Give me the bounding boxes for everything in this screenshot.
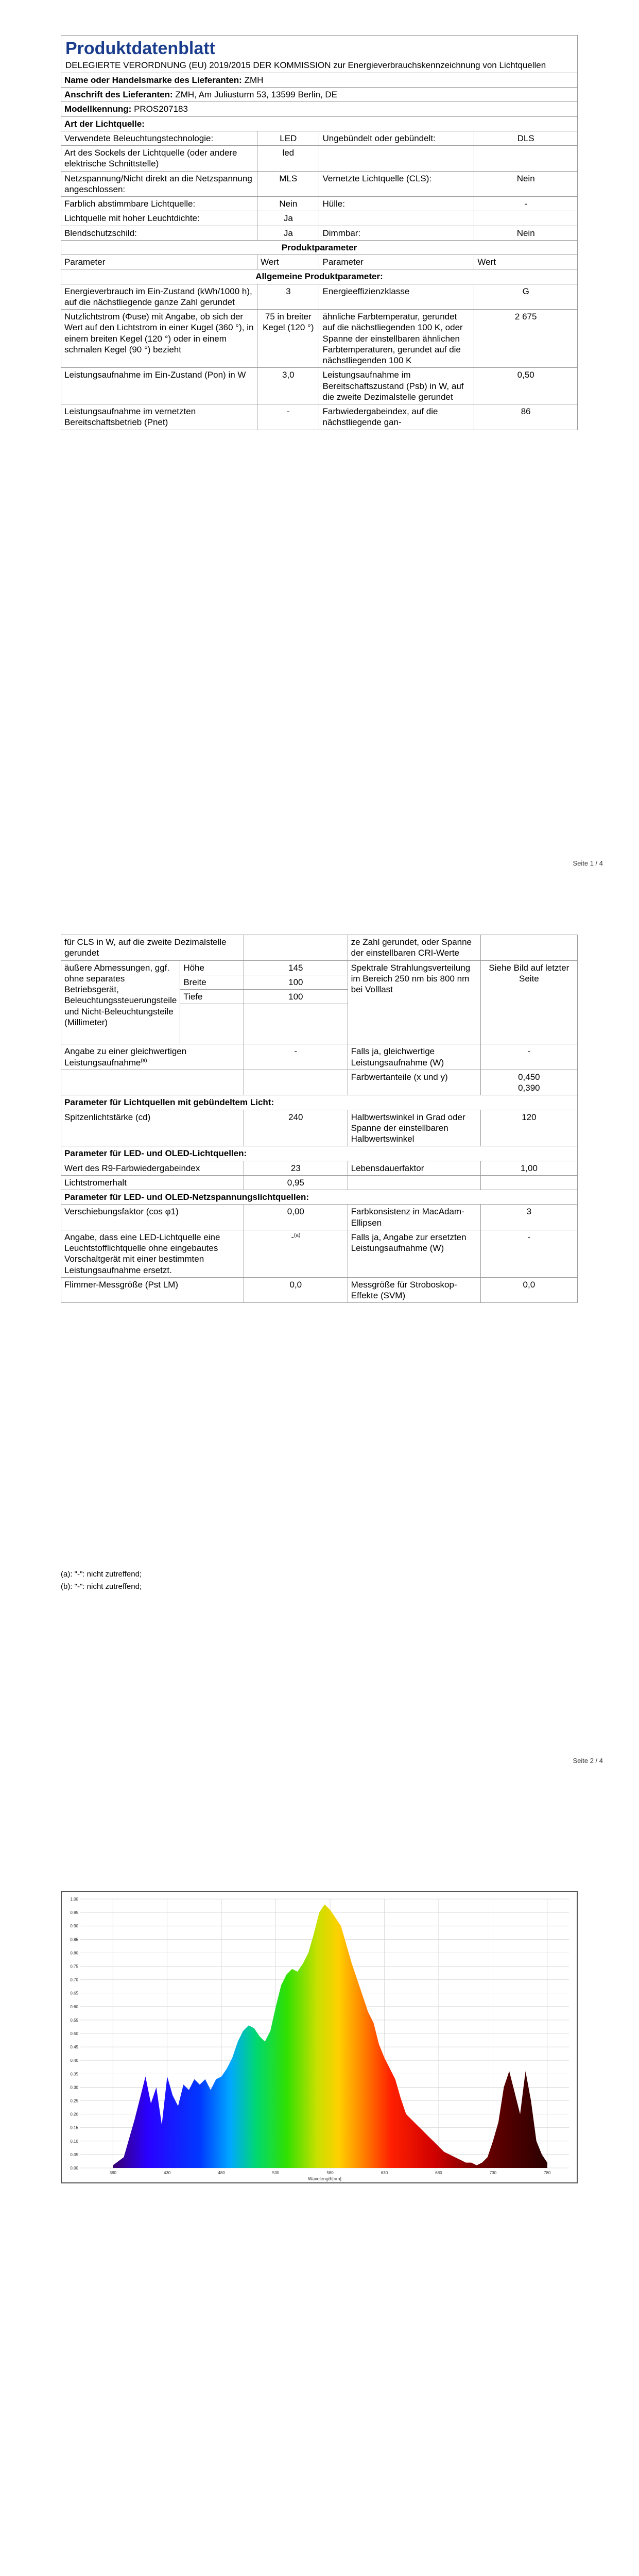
y-tick-label: 0.95 xyxy=(70,1910,78,1916)
y-tick-label: 0.25 xyxy=(70,2098,78,2104)
table-row: Verschiebungsfaktor (cos φ1) 0,00 Farbkonsistenz in MacAdam-Ellipsen 3 xyxy=(61,1205,578,1230)
supplier-name: ZMH xyxy=(244,75,264,85)
x-tick-label: 580 xyxy=(326,2171,334,2175)
table-row: Lichtquelle mit hoher Leuchtdichte: Ja xyxy=(61,211,578,226)
y-tick-label: 0.90 xyxy=(70,1924,78,1929)
page-1 xyxy=(0,0,639,904)
y-tick-label: 0.60 xyxy=(70,2004,78,2009)
x-axis-ticks xyxy=(110,2171,551,2175)
table-row: Leistungsaufnahme im Ein-Zustand (Pon) in W 3,0 Leistungsaufnahme im Bereitschaftszustand (Psb) in W, auf die zweite Dezimalstelle gerundet 0,50 xyxy=(61,368,578,404)
page-3 xyxy=(0,1807,639,2576)
page-footer: Seite 1 / 4 xyxy=(573,859,603,867)
supplier-name-label: Name oder Handelsmarke des Lieferanten: xyxy=(64,75,242,85)
table-row: Art des Sockels der Lichtquelle (oder andere elektrische Schnittstelle) led xyxy=(61,146,578,172)
page-footer: Seite 2 / 4 xyxy=(573,1757,603,1765)
footnote-a: (a): "-": nicht zutreffend; xyxy=(61,1570,142,1579)
table-row: Lichtstromerhalt 0,95 xyxy=(61,1175,578,1190)
table-row: für CLS in W, auf die zweite Dezimalstelle gerundet ze Zahl gerundet, oder Spanne der einstellbaren CRI-Werte xyxy=(61,935,578,961)
general-params-heading: Allgemeine Produktparameter: xyxy=(61,269,578,284)
x-tick-label: 730 xyxy=(489,2171,497,2175)
table-row: Nutzlichtstrom (Φuse) mit Angabe, ob sich der Wert auf den Lichtstrom in einer Kugel (360 °), in einem breiten Kegel (120 °) oder in einem schmalen Kegel (90 °) bezieht 75 in breiter Kegel (120 °) ähnliche Farbtemperatur, gerundet auf die nächstliegenden 100 K, oder Spanne der einstellbaren ähnlichen Farbtemperaturen, gerundet auf die nächstliegenden 100 K 2 675 xyxy=(61,310,578,368)
y-tick-label: 0.80 xyxy=(70,1951,78,1956)
page-title: Produktdatenblatt xyxy=(65,39,215,58)
outer-dimensions-label: äußere Abmessungen, ggf. ohne separates Betriebsgerät, Beleuchtungssteuerungsteile und Nicht-Beleuchtungsteile (Millimeter) xyxy=(61,960,180,1044)
table-row: Farbwertanteile (x und y) 0,450 0,390 xyxy=(61,1070,578,1095)
y-tick-label: 0.10 xyxy=(70,2139,78,2144)
table-row: Netzspannung/Nicht direkt an die Netzspannung angeschlossen: MLS Vernetzte Lichtquelle (CLS): Nein xyxy=(61,171,578,197)
y-tick-label: 0.30 xyxy=(70,2085,78,2090)
table-row: Wert des R9-Farbwiedergabeindex 23 Lebensdauerfaktor 1,00 xyxy=(61,1161,578,1175)
x-tick-label: 480 xyxy=(218,2171,225,2175)
y-tick-label: 0.55 xyxy=(70,2018,78,2023)
y-tick-label: 0.40 xyxy=(70,2058,78,2063)
product-params-heading: Produktparameter xyxy=(61,240,578,255)
table-row: Spitzenlichtstärke (cd) 240 Halbwertswinkel in Grad oder Spanne der einstellbaren Halbwertswinkel 120 xyxy=(61,1110,578,1146)
x-tick-label: 430 xyxy=(164,2171,171,2175)
spectral-chart xyxy=(61,1891,578,2183)
product-table-page2 xyxy=(61,935,578,1303)
page-2 xyxy=(0,904,639,1807)
table-row: Angabe, dass eine LED-Lichtquelle eine Leuchtstofflichtquelle ohne eingebautes Vorschaltgerät mit einer bestimmten Leistungsaufnahme ersetzt. -$^{(a)}$ Falls ja, Angabe zur ersetzten Leistungsaufnahme (W) - xyxy=(61,1230,578,1277)
y-tick-label: 0.15 xyxy=(70,2125,78,2130)
table-row: Flimmer-Messgröße (Pst LM) 0,0 Messgröße für Stroboskop-Effekte (SVM) 0,0 xyxy=(61,1277,578,1303)
supplier-address: ZMH, Am Juliusturm 53, 13599 Berlin, DE xyxy=(175,90,338,99)
table-row: Verwendete Beleuchtungstechnologie: LED Ungebündelt oder gebündelt: DLS xyxy=(61,131,578,145)
y-tick-label: 0.00 xyxy=(70,2166,78,2171)
directional-heading: Parameter für Lichtquellen mit gebündeltem Licht: xyxy=(61,1095,578,1110)
footnotes xyxy=(61,1568,142,1593)
table-row: Leistungsaufnahme im vernetzten Bereitschaftsbetrieb (Pnet) - Farbwiedergabeindex, auf die nächstliegende gan- 86 xyxy=(61,404,578,430)
mains-led-heading: Parameter für LED- und OLED-Netzspannungslichtquellen: xyxy=(61,1190,578,1205)
y-tick-label: 0.65 xyxy=(70,1991,78,1996)
table-row: Angabe zu einer gleichwertigen Leistungsaufnahme$^{(a)}$ - Falls ja, gleichwertige Leistungsaufnahme (W) - xyxy=(61,1044,578,1070)
product-table-page1 xyxy=(61,35,578,430)
spectral-chart-svg xyxy=(62,1892,577,2182)
x-tick-label: 680 xyxy=(435,2171,442,2175)
table-row: Farblich abstimmbare Lichtquelle: Nein Hülle: - xyxy=(61,197,578,211)
table-header-row: Parameter Wert Parameter Wert xyxy=(61,255,578,269)
led-oled-heading: Parameter für LED- und OLED-Lichtquellen: xyxy=(61,1146,578,1161)
light-source-type-label: Art der Lichtquelle: xyxy=(61,116,578,131)
model-label: Modellkennung: xyxy=(64,104,132,114)
y-tick-label: 0.85 xyxy=(70,1937,78,1942)
x-axis-label: Wavelength[nm] xyxy=(308,2176,341,2181)
y-tick-label: 0.45 xyxy=(70,2045,78,2050)
y-tick-label: 0.20 xyxy=(70,2112,78,2117)
x-tick-label: 380 xyxy=(109,2171,116,2175)
y-axis-ticks xyxy=(70,1897,78,2171)
table-row: Breite 100 xyxy=(61,975,578,989)
x-tick-label: 780 xyxy=(544,2171,551,2175)
model-id: PROS207183 xyxy=(134,104,188,114)
spectrum-area xyxy=(113,1904,547,2168)
table-row: Energieverbrauch im Ein-Zustand (kWh/1000 h), auf die nächstliegende ganze Zahl gerundet 3 Energieeffizienzklasse G xyxy=(61,284,578,310)
footnote-b: (b): "-": nicht zutreffend; xyxy=(61,1582,142,1591)
y-tick-label: 0.35 xyxy=(70,2072,78,2077)
x-tick-label: 630 xyxy=(381,2171,388,2175)
x-tick-label: 530 xyxy=(272,2171,280,2175)
y-tick-label: 1.00 xyxy=(70,1897,78,1902)
y-tick-label: 0.75 xyxy=(70,1964,78,1969)
supplier-address-label: Anschrift des Lieferanten: xyxy=(64,90,173,99)
table-row: Tiefe 100 xyxy=(61,990,578,1004)
y-tick-label: 0.50 xyxy=(70,2031,78,2036)
y-tick-label: 0.05 xyxy=(70,2152,78,2157)
y-tick-label: 0.70 xyxy=(70,1977,78,1982)
table-row: Blendschutzschild: Ja Dimmbar: Nein xyxy=(61,226,578,240)
regulation-text: DELEGIERTE VERORDNUNG (EU) 2019/2015 DER KOMMISSION zur Energieverbrauchskennzeichnung von Lichtquellen xyxy=(65,60,546,70)
table-row: äußere Abmessungen, ggf. ohne separates Betriebsgerät, Beleuchtungssteuerungsteile und Nicht-Beleuchtungsteile (Millimeter) Höhe 145 Spektrale Strahlungsverteilung im Bereich 250 nm bis 800 nm bei Volllast Siehe Bild auf letzter Seite xyxy=(61,960,578,975)
